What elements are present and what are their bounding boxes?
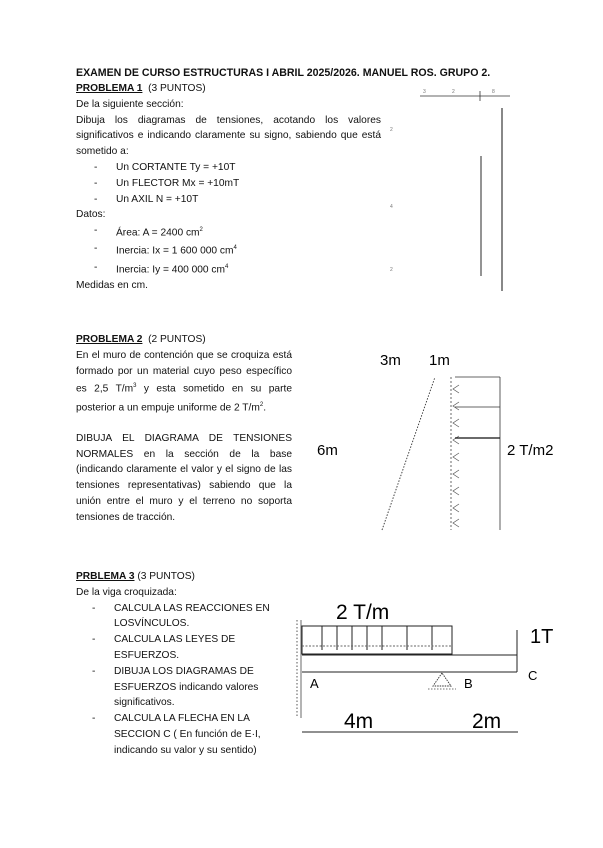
label-b: B	[464, 676, 473, 691]
span-2m: 2m	[472, 710, 502, 733]
problem-1-data	[94, 223, 381, 278]
label-c: C	[528, 668, 538, 683]
side-label: 2	[390, 127, 393, 133]
side-label: 4	[390, 204, 393, 210]
retaining-wall-figure	[305, 345, 595, 535]
pin-support	[433, 673, 451, 686]
task-item: - DIBUJA LOS DIAGRAMAS DE ESFUERZOS indicando valores significativos.	[92, 664, 286, 711]
problem-2	[76, 332, 292, 526]
problem-2-task: DIBUJA EL DIAGRAMA DE TENSIONES NORMALES en la sección de la base (indicando claramente el valor y el signo de las tensiones representativas) sabiendo que la unión entre el muro y el terreno no soporta tensiones de tracción.	[76, 432, 292, 523]
problem-1-intro: De la siguiente sección:	[76, 98, 184, 110]
medidas-label: Medidas en cm.	[76, 279, 148, 291]
task-item: - CALCULA LA FLECHA EN LA SECCION C ( En función de E·I, indicando su valor y su sentido)	[92, 711, 286, 758]
dim-label: 3	[423, 89, 426, 95]
label-1m: 1m	[429, 352, 450, 369]
exam-title: EXAMEN DE CURSO ESTRUCTURAS I ABRIL 2025/2026. MANUEL ROS. GRUPO 2.	[76, 67, 491, 79]
datos-label: Datos:	[76, 209, 106, 221]
label-3m: 3m	[380, 352, 401, 369]
data-item: - Inercia: Iy = 400 000 $cm^4$	[94, 260, 381, 278]
problem-2-points: (2 PUNTOS)	[148, 334, 206, 345]
distributed-load-label: 2 T/m	[336, 601, 390, 624]
problem-1-statement: Dibuja los diagramas de tensiones, acotando los valores significativos e indicando claramente su signo, sabiendo que está sometido a:	[76, 114, 381, 158]
problem-1-points: (3 PUNTOS)	[148, 83, 206, 94]
wall-slope-line	[382, 377, 435, 530]
section-figure	[390, 86, 515, 296]
span-4m: 4m	[344, 710, 374, 733]
problem-3-title: PRBLEMA 3	[76, 571, 135, 582]
load-item: - Un AXIL N = +10T	[94, 192, 381, 208]
distributed-load-box	[302, 626, 452, 654]
problem-1	[76, 81, 381, 294]
label-load: 2 T/m2	[507, 442, 554, 459]
task-item: - CALCULA LAS REACCIONES EN LOSVÍNCULOS.	[92, 601, 286, 633]
load-item: - Un FLECTOR Mx = +10mT	[94, 176, 381, 192]
problem-2-title: PROBLEMA 2	[76, 334, 143, 345]
problem-2-statement: En el muro de contención que se croquiza está formado por un material cuyo peso específico es 2,5 $T/m^3$ y esta sometido en su parte posterior a un empuje uniforme de 2 $T/m^2$.	[76, 349, 292, 413]
problem-3-tasks	[92, 601, 286, 759]
side-label: 2	[390, 267, 393, 273]
task-item: - CALCULA LAS LEYES DE ESFUERZOS.	[92, 632, 286, 664]
problem-1-title: PROBLEMA 1	[76, 83, 143, 94]
problem-3-intro: De la viga croquizada:	[76, 586, 177, 598]
point-load-label: 1T	[530, 626, 554, 648]
problem-3	[76, 569, 286, 759]
problem-3-points: (3 PUNTOS)	[137, 571, 195, 582]
label-6m: 6m	[317, 442, 338, 459]
load-item: - Un CORTANTE Ty = +10T	[94, 160, 381, 176]
label-a: A	[310, 676, 319, 691]
data-item: - Área: A = 2400 $cm^2$	[94, 223, 381, 241]
data-item: - Inercia: Ix = 1 600 000 $cm^4$	[94, 241, 381, 259]
dim-label: 8	[492, 89, 495, 95]
dim-label: 2	[452, 89, 455, 95]
problem-1-loads	[94, 160, 381, 207]
beam-figure	[292, 590, 592, 740]
